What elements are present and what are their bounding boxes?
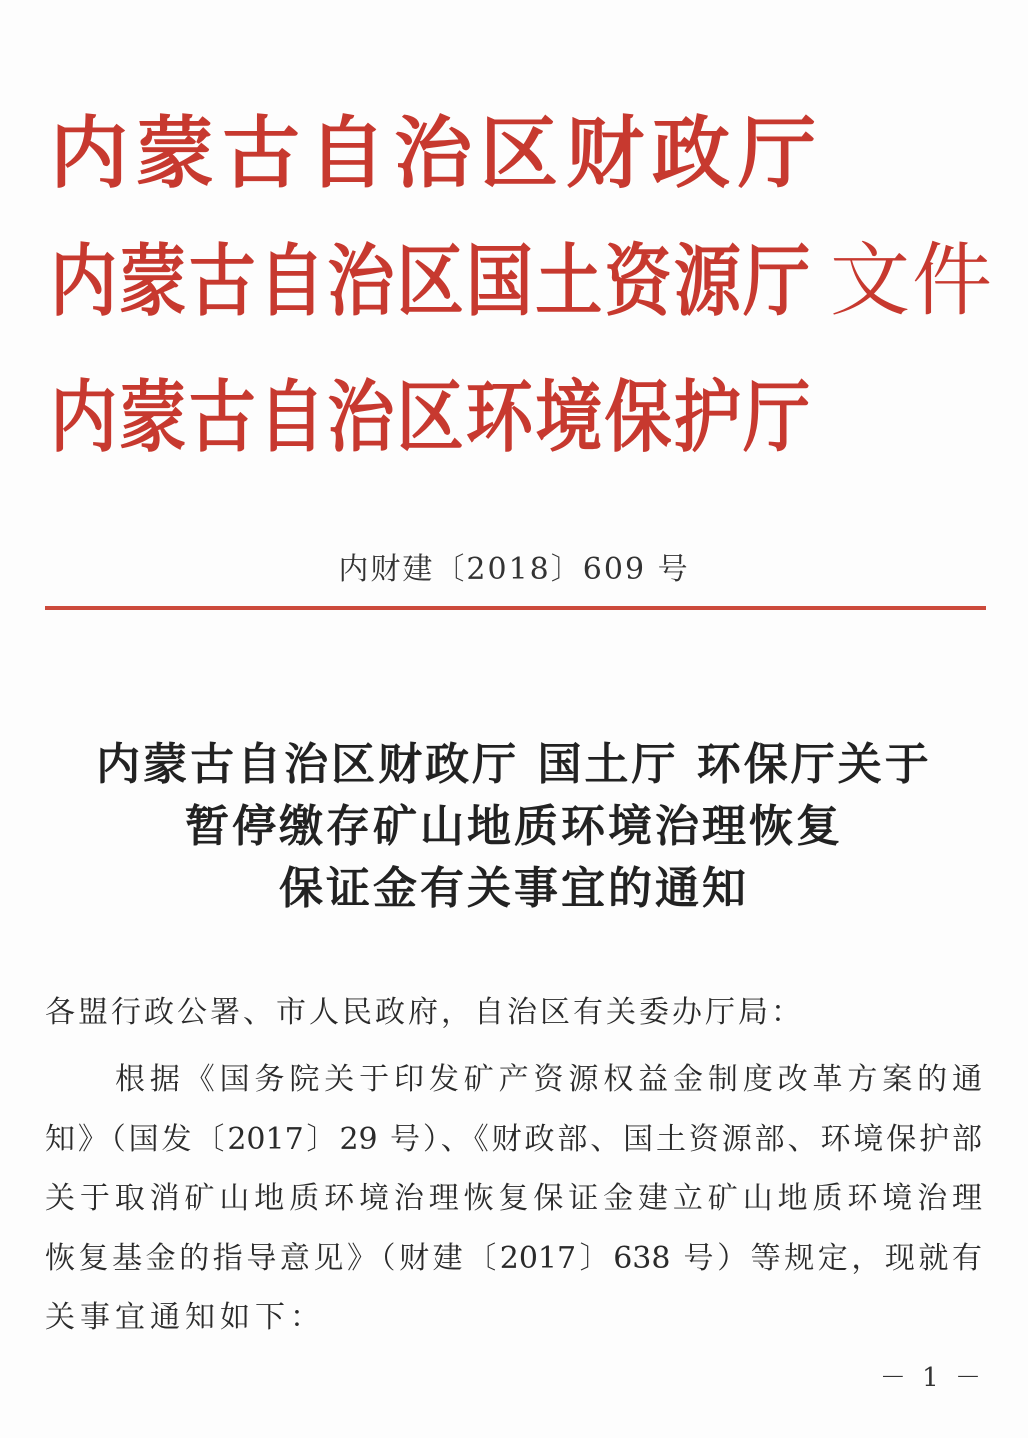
title-line: 内蒙古自治区财政厅 国土厅 环保厅关于: [96, 739, 932, 790]
body-paragraph: [45, 1050, 982, 1348]
document-number: 内财建〔2018〕609 号: [338, 552, 690, 587]
issuer-environmental-protection-department: 内蒙古自治区环境保护厅: [50, 376, 811, 460]
paragraph-line: 知》（国发〔2017〕29 号）、《财政部、国土资源部、环境保护部: [45, 1121, 982, 1157]
paragraph-line: 恢复基金的指导意见》（财建〔2017〕638 号）等规定，现就有: [45, 1240, 982, 1276]
document-label: 文件: [830, 238, 992, 324]
title-line: 保证金有关事宜的通知: [279, 863, 749, 914]
paragraph-line: 关事宜通知如下：: [45, 1300, 325, 1335]
document-title: [0, 734, 1028, 920]
page-number: － 1 －: [879, 1363, 985, 1393]
issuer-land-resources-department: 内蒙古自治区国土资源厅: [50, 240, 811, 324]
paragraph-line: 关于取消矿山地质环境治理恢复保证金建立矿山地质环境治理: [45, 1181, 982, 1216]
issuer-finance-department: 内蒙古自治区财政厅: [50, 112, 816, 196]
salutation: 各盟行政公署、市人民政府，自治区有关委办厅局：: [45, 995, 804, 1030]
red-divider-rule: [45, 606, 986, 610]
title-line: 暂停缴存矿山地质环境治理恢复: [185, 801, 843, 852]
paragraph-line: 根据《国务院关于印发矿产资源权益金制度改革方案的通: [115, 1062, 982, 1097]
